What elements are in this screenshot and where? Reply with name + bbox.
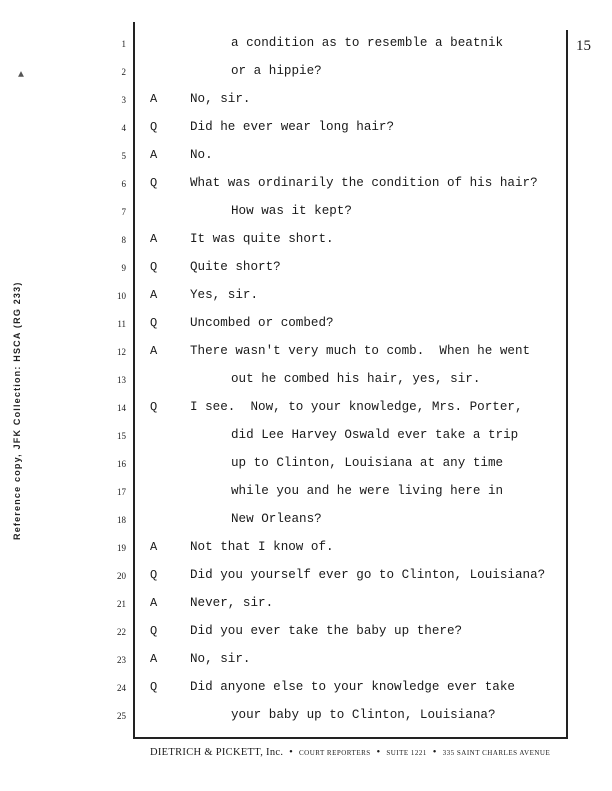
line-text: up to Clinton, Louisiana at any time	[231, 456, 504, 470]
transcript-lines	[0, 33, 612, 733]
frame-bottom-rule	[133, 737, 568, 739]
line-text: Did anyone else to your knowledge ever take	[190, 680, 515, 694]
line-text: Never, sir.	[190, 596, 274, 610]
line-number: 17	[117, 487, 126, 497]
speaker-label: A	[150, 652, 158, 666]
transcript-line	[0, 201, 612, 229]
line-number: 2	[121, 67, 126, 77]
speaker-label: A	[150, 288, 158, 302]
transcript-line	[0, 145, 612, 173]
line-number: 22	[117, 627, 126, 637]
speaker-label: A	[150, 232, 158, 246]
speaker-label: A	[150, 148, 158, 162]
line-text: a condition as to resemble a beatnik	[231, 36, 504, 50]
line-number: 12	[117, 347, 126, 357]
transcript-line	[0, 257, 612, 285]
line-number: 23	[117, 655, 126, 665]
line-text: New Orleans?	[231, 512, 322, 526]
line-text: Did you yourself ever go to Clinton, Louisiana?	[190, 568, 546, 582]
line-text: It was quite short.	[190, 232, 334, 246]
transcript-line	[0, 649, 612, 677]
transcript-line	[0, 369, 612, 397]
line-text: No, sir.	[190, 92, 251, 106]
footer-suite: SUITE 1221	[386, 749, 427, 757]
line-text: your baby up to Clinton, Louisiana?	[231, 708, 496, 722]
speaker-label: Q	[150, 176, 158, 190]
transcript-line	[0, 61, 612, 89]
line-number: 15	[117, 431, 126, 441]
line-number: 11	[117, 319, 126, 329]
line-text: No, sir.	[190, 652, 251, 666]
transcript-line	[0, 565, 612, 593]
line-text: What was ordinarily the condition of his hair?	[190, 176, 538, 190]
transcript-line	[0, 705, 612, 733]
footer-address: 335 SAINT CHARLES AVENUE	[442, 749, 551, 757]
line-number: 25	[117, 711, 126, 721]
line-text: No.	[190, 148, 213, 162]
line-text: out he combed his hair, yes, sir.	[231, 372, 481, 386]
line-number: 9	[121, 263, 126, 273]
transcript-line	[0, 481, 612, 509]
speaker-label: Q	[150, 400, 158, 414]
line-number: 18	[117, 515, 126, 525]
line-text: There wasn't very much to comb. When he went	[190, 344, 531, 358]
line-number: 4	[121, 123, 126, 133]
transcript-line	[0, 33, 612, 61]
transcript-line	[0, 229, 612, 257]
transcript-line	[0, 285, 612, 313]
transcript-line	[0, 621, 612, 649]
transcript-line	[0, 593, 612, 621]
line-number: 5	[121, 151, 126, 161]
line-number: 24	[117, 683, 126, 693]
line-number: 3	[121, 95, 126, 105]
line-number: 19	[117, 543, 126, 553]
transcript-line	[0, 117, 612, 145]
speaker-label: Q	[150, 624, 158, 638]
line-number: 13	[117, 375, 126, 385]
line-number: 6	[121, 179, 126, 189]
speaker-label: Q	[150, 120, 158, 134]
line-number: 10	[117, 291, 126, 301]
line-number: 1	[121, 39, 126, 49]
footer-services: COURT REPORTERS	[298, 749, 371, 757]
line-text: while you and he were living here in	[231, 484, 504, 498]
line-number: 16	[117, 459, 126, 469]
speaker-label: A	[150, 92, 158, 106]
line-number: 20	[117, 571, 126, 581]
speaker-label: Q	[150, 316, 158, 330]
line-number: 8	[121, 235, 126, 245]
line-text: Not that I know of.	[190, 540, 334, 554]
line-text: Quite short?	[190, 260, 281, 274]
transcript-line	[0, 341, 612, 369]
transcript-line	[0, 313, 612, 341]
margin-smudge: ▲	[18, 70, 25, 81]
page-number: 15	[576, 38, 591, 54]
line-text: did Lee Harvey Oswald ever take a trip	[231, 428, 519, 442]
footer-firm: DIETRICH & PICKETT, Inc.	[150, 747, 284, 758]
line-text: Did you ever take the baby up there?	[190, 624, 463, 638]
transcript-line	[0, 397, 612, 425]
line-number: 14	[117, 403, 126, 413]
speaker-label: A	[150, 344, 158, 358]
transcript-line	[0, 509, 612, 537]
line-text: Did he ever wear long hair?	[190, 120, 395, 134]
line-text: How was it kept?	[231, 204, 352, 218]
speaker-label: Q	[150, 568, 158, 582]
footer: DIETRICH & PICKETT, Inc. • COURT REPORTERS • SUITE 1221 • 335 SAINT CHARLES AVENUE	[150, 747, 551, 758]
transcript-line	[0, 677, 612, 705]
speaker-label: A	[150, 596, 158, 610]
line-text: Yes, sir.	[190, 288, 259, 302]
transcript-line	[0, 425, 612, 453]
transcript-line	[0, 173, 612, 201]
line-text: I see. Now, to your knowledge, Mrs. Porter,	[190, 400, 523, 414]
transcript-line	[0, 537, 612, 565]
speaker-label: A	[150, 540, 158, 554]
line-text: Uncombed or combed?	[190, 316, 334, 330]
side-stamp: Reference copy, JFK Collection: HSCA (RG 233)	[12, 281, 22, 540]
line-number: 7	[121, 207, 126, 217]
speaker-label: Q	[150, 680, 158, 694]
transcript-line	[0, 89, 612, 117]
line-text: or a hippie?	[231, 64, 322, 78]
line-number: 21	[117, 599, 126, 609]
speaker-label: Q	[150, 260, 158, 274]
transcript-line	[0, 453, 612, 481]
